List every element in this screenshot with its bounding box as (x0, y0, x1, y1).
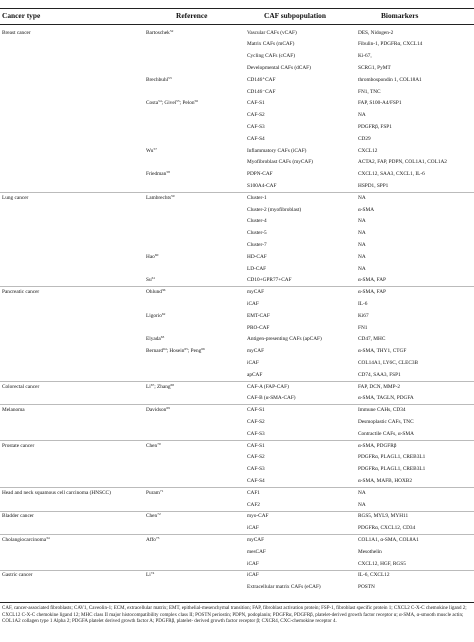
caf-subpopulation-cell: Cycling CAFs (cCAF) (247, 53, 295, 60)
biomarkers-cell: α-SMA, THY1, CTGF (358, 348, 407, 355)
reference-citation-sup: 52 (169, 29, 174, 33)
caf-subpopulation-cell: CAF-S2 (247, 418, 265, 425)
caf-subpopulation-cell: CD146⁺CAF (247, 76, 276, 83)
reference-cell (146, 148, 244, 154)
reference-citation-sup: 55 (176, 100, 180, 104)
cancer-type-cell: Bladder cancer (2, 513, 34, 520)
biomarkers-cell: PDGFRα, CXCL12, CD34 (358, 525, 416, 532)
reference-author: ; Peng (187, 348, 202, 355)
biomarkers-cell: Desmoplastic CAFs, TNC (358, 418, 414, 425)
biomarkers-cell: Contractile CAFs, α-SMA (358, 430, 414, 437)
cancer-type-cell: Lung cancer (2, 194, 29, 201)
biomarkers-cell: NA (358, 230, 366, 237)
reference-cell (146, 30, 244, 36)
caf-subpopulation-cell: CAF-S4 (247, 135, 265, 142)
table-header-rule (0, 24, 474, 25)
reference-author: Chen (146, 513, 158, 520)
caf-subpopulation-cell: Cluster-1 (247, 194, 267, 201)
caf-subpopulation-cell: S100A4-CAF (247, 182, 277, 189)
reference-citation-sup: 54 (158, 100, 162, 104)
reference-cell (146, 171, 244, 177)
reference-author: Bernard (146, 348, 164, 355)
type-citation-sup: 34 (46, 536, 50, 540)
reference-cell (146, 289, 244, 295)
cancer-type-cell: Cholangiocarcinoma$^{34}$ (2, 536, 50, 543)
biomarkers-cell: COL1A1, α-SMA, COL8A1 (358, 536, 419, 543)
caf-subpopulation-cell: CD146⁻CAF (247, 88, 276, 95)
biomarkers-cell: NA (358, 112, 366, 119)
reference-citation-sup: 67 (150, 383, 155, 387)
caf-subpopulation-cell: HD-CAF (247, 253, 267, 260)
reference-citation-sup: 63 (160, 336, 165, 340)
biomarkers-cell: IL-6 (358, 300, 368, 307)
caf-subpopulation-cell: EMT-CAF (247, 312, 270, 319)
caf-subpopulation-cell: iCAF (247, 572, 259, 579)
cancer-type-cell: Melanoma (2, 407, 25, 414)
biomarkers-cell: FAP, S100-A4/FSP1 (358, 100, 402, 107)
group-divider (0, 534, 474, 535)
header-reference: Reference (176, 11, 208, 20)
reference-author: Lambrechts (146, 194, 172, 201)
biomarkers-cell: SCRG1, PyMT (358, 64, 391, 71)
reference-cell (146, 336, 244, 342)
caf-subpopulation-cell: PDPN-CAF (247, 171, 273, 178)
caf-subpopulation-cell: Cluster-2 (myofibroblast) (247, 206, 302, 213)
biomarkers-cell: NA (358, 265, 366, 272)
reference-citation-sup: 60 (154, 253, 159, 257)
biomarkers-cell: NA (358, 194, 366, 201)
header-caf-subpopulation: CAF subpopulation (264, 11, 326, 20)
cancer-type-cell: Pancreatic cancer (2, 289, 40, 296)
reference-citation-sup: 36 (161, 289, 166, 293)
caf-subpopulation-cell: iCAF (247, 525, 259, 532)
reference-author: ; Givel (161, 100, 177, 107)
caf-subpopulation-cell: CAF-B (α-SMA-CAF) (247, 395, 296, 402)
caf-subpopulation-cell: Developmental CAFs (dCAF) (247, 64, 311, 71)
table-bottom-rule (0, 602, 474, 603)
table-footnote: CAF, cancer-associated fibroblasts; CAV1, Caveolin-1; ECM, extracellular matrix; EMT, epithelial-mesenchymal transition; FAP, fibroblast activation protein; FSP-1, fibroblast specific protein 1; CXCL2 C-X-C chemokine ligand 2; CXCL12 C-X-C chemokine ligand 12; MHC class II major histocompatibility complex class II; POSTN periostin; PDPN, podoplanin; PDGFRα, PDGFRβ, platelet-derived growth factor receptor α; α-SMA, α-smooth muscle actin; COL1A2 collagen type 1 Alpha 2; PDGFA platelet derived growth factor A; PDGFRβ, platelet- derived growth factor receptor β; CXCR4, CXC-chemokine receptor 4. (2, 606, 467, 625)
group-divider (0, 511, 474, 512)
caf-subpopulation-cell: Inflammatory CAFs (iCAF) (247, 147, 307, 154)
reference-citation-sup: 72 (157, 513, 161, 517)
reference-citation-sup: 71 (159, 489, 164, 493)
caf-subpopulation-cell: CAF-A (FAP-CAF) (247, 383, 289, 390)
reference-cell (146, 100, 244, 106)
reference-citation-sup: 64 (163, 348, 167, 352)
reference-cell (146, 490, 244, 496)
top-caption (0, 0, 474, 8)
reference-cell (146, 254, 244, 260)
biomarkers-cell: CXCL12, HGF, RGS5 (358, 560, 406, 567)
reference-author: Puram (146, 489, 160, 496)
biomarkers-cell: thrombospondin 1, COL18A1 (358, 76, 422, 83)
reference-author: Ligorio (146, 312, 162, 319)
reference-cell (146, 195, 244, 201)
biomarkers-cell: α-SMA, MAFB, HOXB2 (358, 477, 412, 484)
caf-subpopulation-cell: CAF-S3 (247, 430, 265, 437)
caf-subpopulation-cell: CAF-S1 (247, 442, 265, 449)
reference-cell (146, 572, 244, 578)
biomarkers-cell: NA (358, 253, 366, 260)
reference-citation-sup: 73 (155, 536, 160, 540)
biomarkers-cell: NA (358, 489, 366, 496)
header-cancer-type: Cancer type (2, 11, 41, 20)
group-divider (0, 286, 474, 287)
reference-citation-sup: 56 (194, 100, 199, 104)
reference-cell (146, 407, 244, 413)
reference-citation-sup: 70 (157, 442, 161, 446)
caf-subpopulation-cell: Myofibroblast CAFs (myCAF) (247, 159, 313, 166)
caf-subpopulation-cell: CAF-S1 (247, 407, 265, 414)
cancer-type-cell: Gastric cancer (2, 572, 33, 579)
biomarkers-cell: ACTA2, FAP, PDPN, COL1A1, COL1A2 (358, 159, 447, 166)
biomarkers-cell: HSPD1, SPP1 (358, 182, 389, 189)
reference-cell (146, 537, 244, 543)
biomarkers-cell: α-SMA, FAP (358, 277, 386, 284)
biomarkers-cell: α-SMA, TAGLN, PDGFA (358, 395, 414, 402)
group-divider (0, 404, 474, 405)
biomarkers-cell: FN1, TNC (358, 88, 381, 95)
caf-subpopulation-cell: Antigen-presenting CAFs (apCAF) (247, 336, 322, 343)
caf-subpopulation-cell: CAF-S3 (247, 123, 265, 130)
caf-subpopulation-cell: CD10+GPR77+CAF (247, 277, 292, 284)
biomarkers-cell: CD29 (358, 135, 371, 142)
biomarkers-cell: FAP, DCN, MMP-2 (358, 383, 400, 390)
reference-author: Costa (146, 100, 159, 107)
reference-author: Öhlund (146, 289, 162, 296)
reference-author: Su (146, 277, 152, 284)
biomarkers-cell: NA (358, 218, 366, 225)
group-divider (0, 381, 474, 382)
caf-subpopulation-cell: Extracellular matrix CAFs (eCAF) (247, 584, 321, 591)
biomarkers-cell: CD74, SAA3, FSP1 (358, 371, 401, 378)
caf-subpopulation-cell: CAF1 (247, 489, 260, 496)
cancer-type-cell: Prostate cancer (2, 442, 35, 449)
caf-subpopulation-cell: myCAF (247, 348, 265, 355)
biomarkers-cell: DES, Nidogen-2 (358, 29, 394, 36)
caf-subpopulation-cell: myCAF (247, 536, 265, 543)
reference-citation-sup: 59 (171, 194, 175, 198)
reference-citation-sup: 61 (151, 277, 156, 281)
biomarkers-cell: Fibulin-1, PDGFRα, CXCL14 (358, 41, 423, 48)
reference-cell (146, 348, 244, 354)
cancer-type-cell: Breast cancer (2, 29, 31, 36)
caf-subpopulation-cell: apCAF (247, 371, 263, 378)
caf-subpopulation-cell: iCAF (247, 560, 259, 567)
reference-author: Friedman (146, 171, 167, 178)
biomarkers-cell: PDGFRα, PLAGL1, CREB3L1 (358, 466, 426, 473)
reference-author: Bartoschek (146, 29, 170, 36)
reference-citation-sup: 74 (150, 572, 155, 576)
caf-subpopulation-cell: CAF-S1 (247, 100, 265, 107)
biomarkers-cell: α-SMA (358, 206, 375, 213)
biomarkers-cell: POSTN (358, 584, 375, 591)
caf-subpopulation-cell: CAF-S3 (247, 466, 265, 473)
biomarkers-cell: PDGFRα, PLAGL1, CREB3L1 (358, 454, 426, 461)
reference-citation-sup: 57 (153, 147, 157, 151)
caf-subpopulation-cell: myCAF (247, 289, 265, 296)
group-divider (0, 192, 474, 193)
caf-subpopulation-cell: Cluster-4 (247, 218, 267, 225)
caf-subpopulation-cell: Matrix CAFs (mCAF) (247, 41, 295, 48)
reference-author: ; Zhang (154, 383, 171, 390)
caf-subpopulation-cell: mesCAF (247, 548, 266, 555)
reference-citation-sup: 58 (166, 171, 170, 175)
reference-author: Hao (146, 253, 155, 260)
biomarkers-cell: α-SMA, PDGFRβ (358, 442, 397, 449)
caf-subpopulation-cell: PRO-CAF (247, 324, 270, 331)
reference-cell (146, 313, 244, 319)
reference-author: Wu (146, 147, 154, 154)
cancer-type-cell: Head and neck squamous cell carcinoma (HNSCC) (2, 489, 111, 496)
biomarkers-cell: FN1 (358, 324, 368, 331)
biomarkers-cell: NA (358, 501, 366, 508)
reference-author: ; Pelon (179, 100, 195, 107)
biomarkers-cell: α-SMA, FAP (358, 289, 386, 296)
reference-cell (146, 77, 244, 83)
caf-subpopulation-cell: LD-CAF (247, 265, 267, 272)
biomarkers-cell: PDGFRβ, FSP1 (358, 123, 392, 130)
reference-author: ; Hosein (166, 348, 185, 355)
biomarkers-cell: RGS5, MYL9, MYH11 (358, 513, 409, 520)
caf-subpopulation-cell: Cluster-7 (247, 241, 267, 248)
caf-subpopulation-cell: Cluster-5 (247, 230, 267, 237)
biomarkers-cell: CXCL12, SAA3, CXCL1, IL-6 (358, 171, 425, 178)
group-divider (0, 487, 474, 488)
reference-cell (146, 277, 244, 283)
biomarkers-cell: COL14A1, LY6C, CLEC3B (358, 359, 419, 366)
reference-author: Li (146, 383, 151, 390)
reference-author: Chen (146, 442, 158, 449)
biomarkers-cell: Ki67 (358, 312, 369, 319)
biomarkers-cell: Immune CAHs, CD34 (358, 407, 406, 414)
reference-citation-sup: 68 (170, 383, 175, 387)
reference-cell (146, 443, 244, 449)
biomarkers-cell: NA (358, 241, 366, 248)
reference-author: Li (146, 572, 151, 579)
caf-subpopulation-cell: CAF-S2 (247, 454, 265, 461)
reference-cell (146, 384, 244, 390)
caf-subpopulation-cell: CAF2 (247, 501, 260, 508)
reference-author: Affo (146, 536, 156, 543)
biomarkers-cell: Ki-67, (358, 53, 372, 60)
reference-citation-sup: 65 (184, 348, 188, 352)
caf-subpopulation-cell: Vascular CAFs (vCAF) (247, 29, 297, 36)
reference-citation-sup: 66 (201, 348, 205, 352)
reference-citation-sup: 69 (166, 407, 170, 411)
reference-citation-sup: 53 (168, 76, 172, 80)
group-divider (0, 440, 474, 441)
biomarkers-cell: Mesothelin (358, 548, 382, 555)
caf-subpopulation-cell: myo-CAF (247, 513, 269, 520)
table-top-rule (0, 8, 474, 9)
biomarkers-cell: IL-6, CXCL12 (358, 572, 390, 579)
cancer-type-cell: Colorectal cancer (2, 383, 40, 390)
header-biomarkers: Biomarkers (381, 11, 419, 20)
group-divider (0, 570, 474, 571)
caf-subpopulation-cell: iCAF (247, 300, 259, 307)
reference-author: Davidson (146, 407, 167, 414)
reference-citation-sup: 62 (161, 312, 166, 316)
caf-subpopulation-cell: CAF-S2 (247, 112, 265, 119)
reference-cell (146, 513, 244, 519)
caf-subpopulation-cell: iCAF (247, 359, 259, 366)
biomarkers-cell: CD47, MHC (358, 336, 386, 343)
caf-subpopulation-cell: CAF-S4 (247, 477, 265, 484)
reference-author: Brechbuhl (146, 76, 169, 83)
biomarkers-cell: CXCL12 (358, 147, 378, 154)
reference-author: Elyada (146, 336, 161, 343)
